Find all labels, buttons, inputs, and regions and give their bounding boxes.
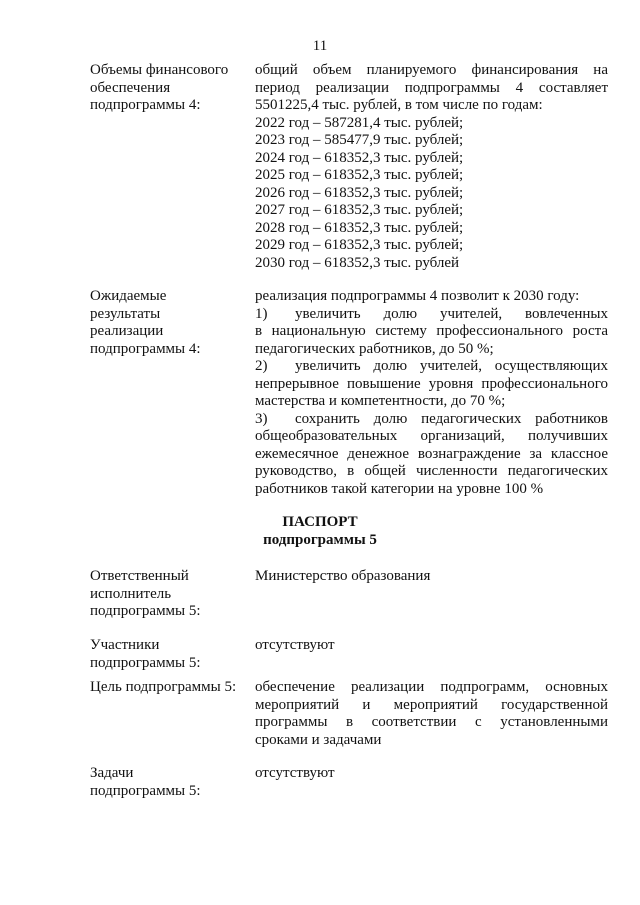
year-line: 2029 год – 618352,3 тыс. рублей; [255, 237, 464, 253]
goal-label: Цель подпрограммы 5: [90, 679, 237, 695]
passport-subtitle: подпрограммы 5 [263, 532, 377, 548]
result-item-3: 3) сохранить долю педагогических работников [255, 410, 608, 427]
year-line: 2026 год – 618352,3 тыс. рублей; [255, 184, 464, 201]
year-line: 2023 год – 585477,9 тыс. рублей; [255, 132, 464, 148]
results-label: Ожидаемые результаты реализации подпрограммы 4: [90, 288, 201, 357]
financing-content: общий объем планируемого финансирования на период реализации подпрограммы 4 составляет 5501225,4 тыс. рублей, в том числе по годам: 2022 год – 587281,4 тыс. рублей; 2023 год – 585477,9 тыс. рублей; 2024 год – 618352,3 тыс. рублей; 2025 год – 618352,3 тыс. рублей; 2026 год – 618352,3 тыс. рублей; 2027 год – 618352,3 тыс. рублей; 2028 год – 618352,3 тыс. рублей; 2029 год – 618352,3 тыс. рублей; 2030 год – 618352,3 тыс. рублей [255, 62, 608, 271]
participants-label: Участники подпрограммы 5: [90, 637, 201, 671]
year-line: 2022 год – 587281,4 тыс. рублей; [255, 114, 464, 131]
tasks-label: Задачи подпрограммы 5: [90, 765, 201, 799]
responsible-label: Ответственный исполнитель подпрограммы 5: [90, 568, 201, 619]
year-line: 2025 год – 618352,3 тыс. рублей; [255, 167, 464, 183]
page-number: 11 [312, 38, 328, 54]
participants-value: отсутствуют [255, 637, 335, 653]
goal-content: обеспечение реализации подпрограмм, основных мероприятий и мероприятий государственной программы в соответствии с установленными сроками и задачами [255, 679, 608, 748]
tasks-value: отсутствуют [255, 765, 335, 781]
financing-label: Объемы финансового обеспечения подпрограммы 4: [90, 62, 229, 113]
result-item-1: 1) увеличить долю учителей, вовлеченных [255, 305, 608, 322]
responsible-value: Министерство образования [255, 568, 431, 584]
year-line: 2024 год – 618352,3 тыс. рублей; [255, 149, 464, 166]
results-content: реализация подпрограммы 4 позволит к 2030 году: 1) увеличить долю учителей, вовлеченных в национальную систему профессионального роста педагогических работников, до 50 %; 2) увеличить долю учителей, осуществляющих непрерывное повышение уровня профессионального мастерства и компетентности, до 70 %; 3) сохранить долю педагогических работников общеобразовательных организаций, получивших ежемесячное денежное вознаграждение за классное руководство, в общей численности педагогических работников такой категории на уровне 100 % [255, 288, 608, 497]
passport-title: ПАСПОРТ [282, 514, 358, 530]
year-line: 2027 год – 618352,3 тыс. рублей; [255, 202, 464, 218]
result-item-2: 2) увеличить долю учителей, осуществляющих [255, 358, 608, 374]
year-line: 2030 год – 618352,3 тыс. рублей [255, 254, 460, 271]
year-line: 2028 год – 618352,3 тыс. рублей; [255, 219, 464, 236]
